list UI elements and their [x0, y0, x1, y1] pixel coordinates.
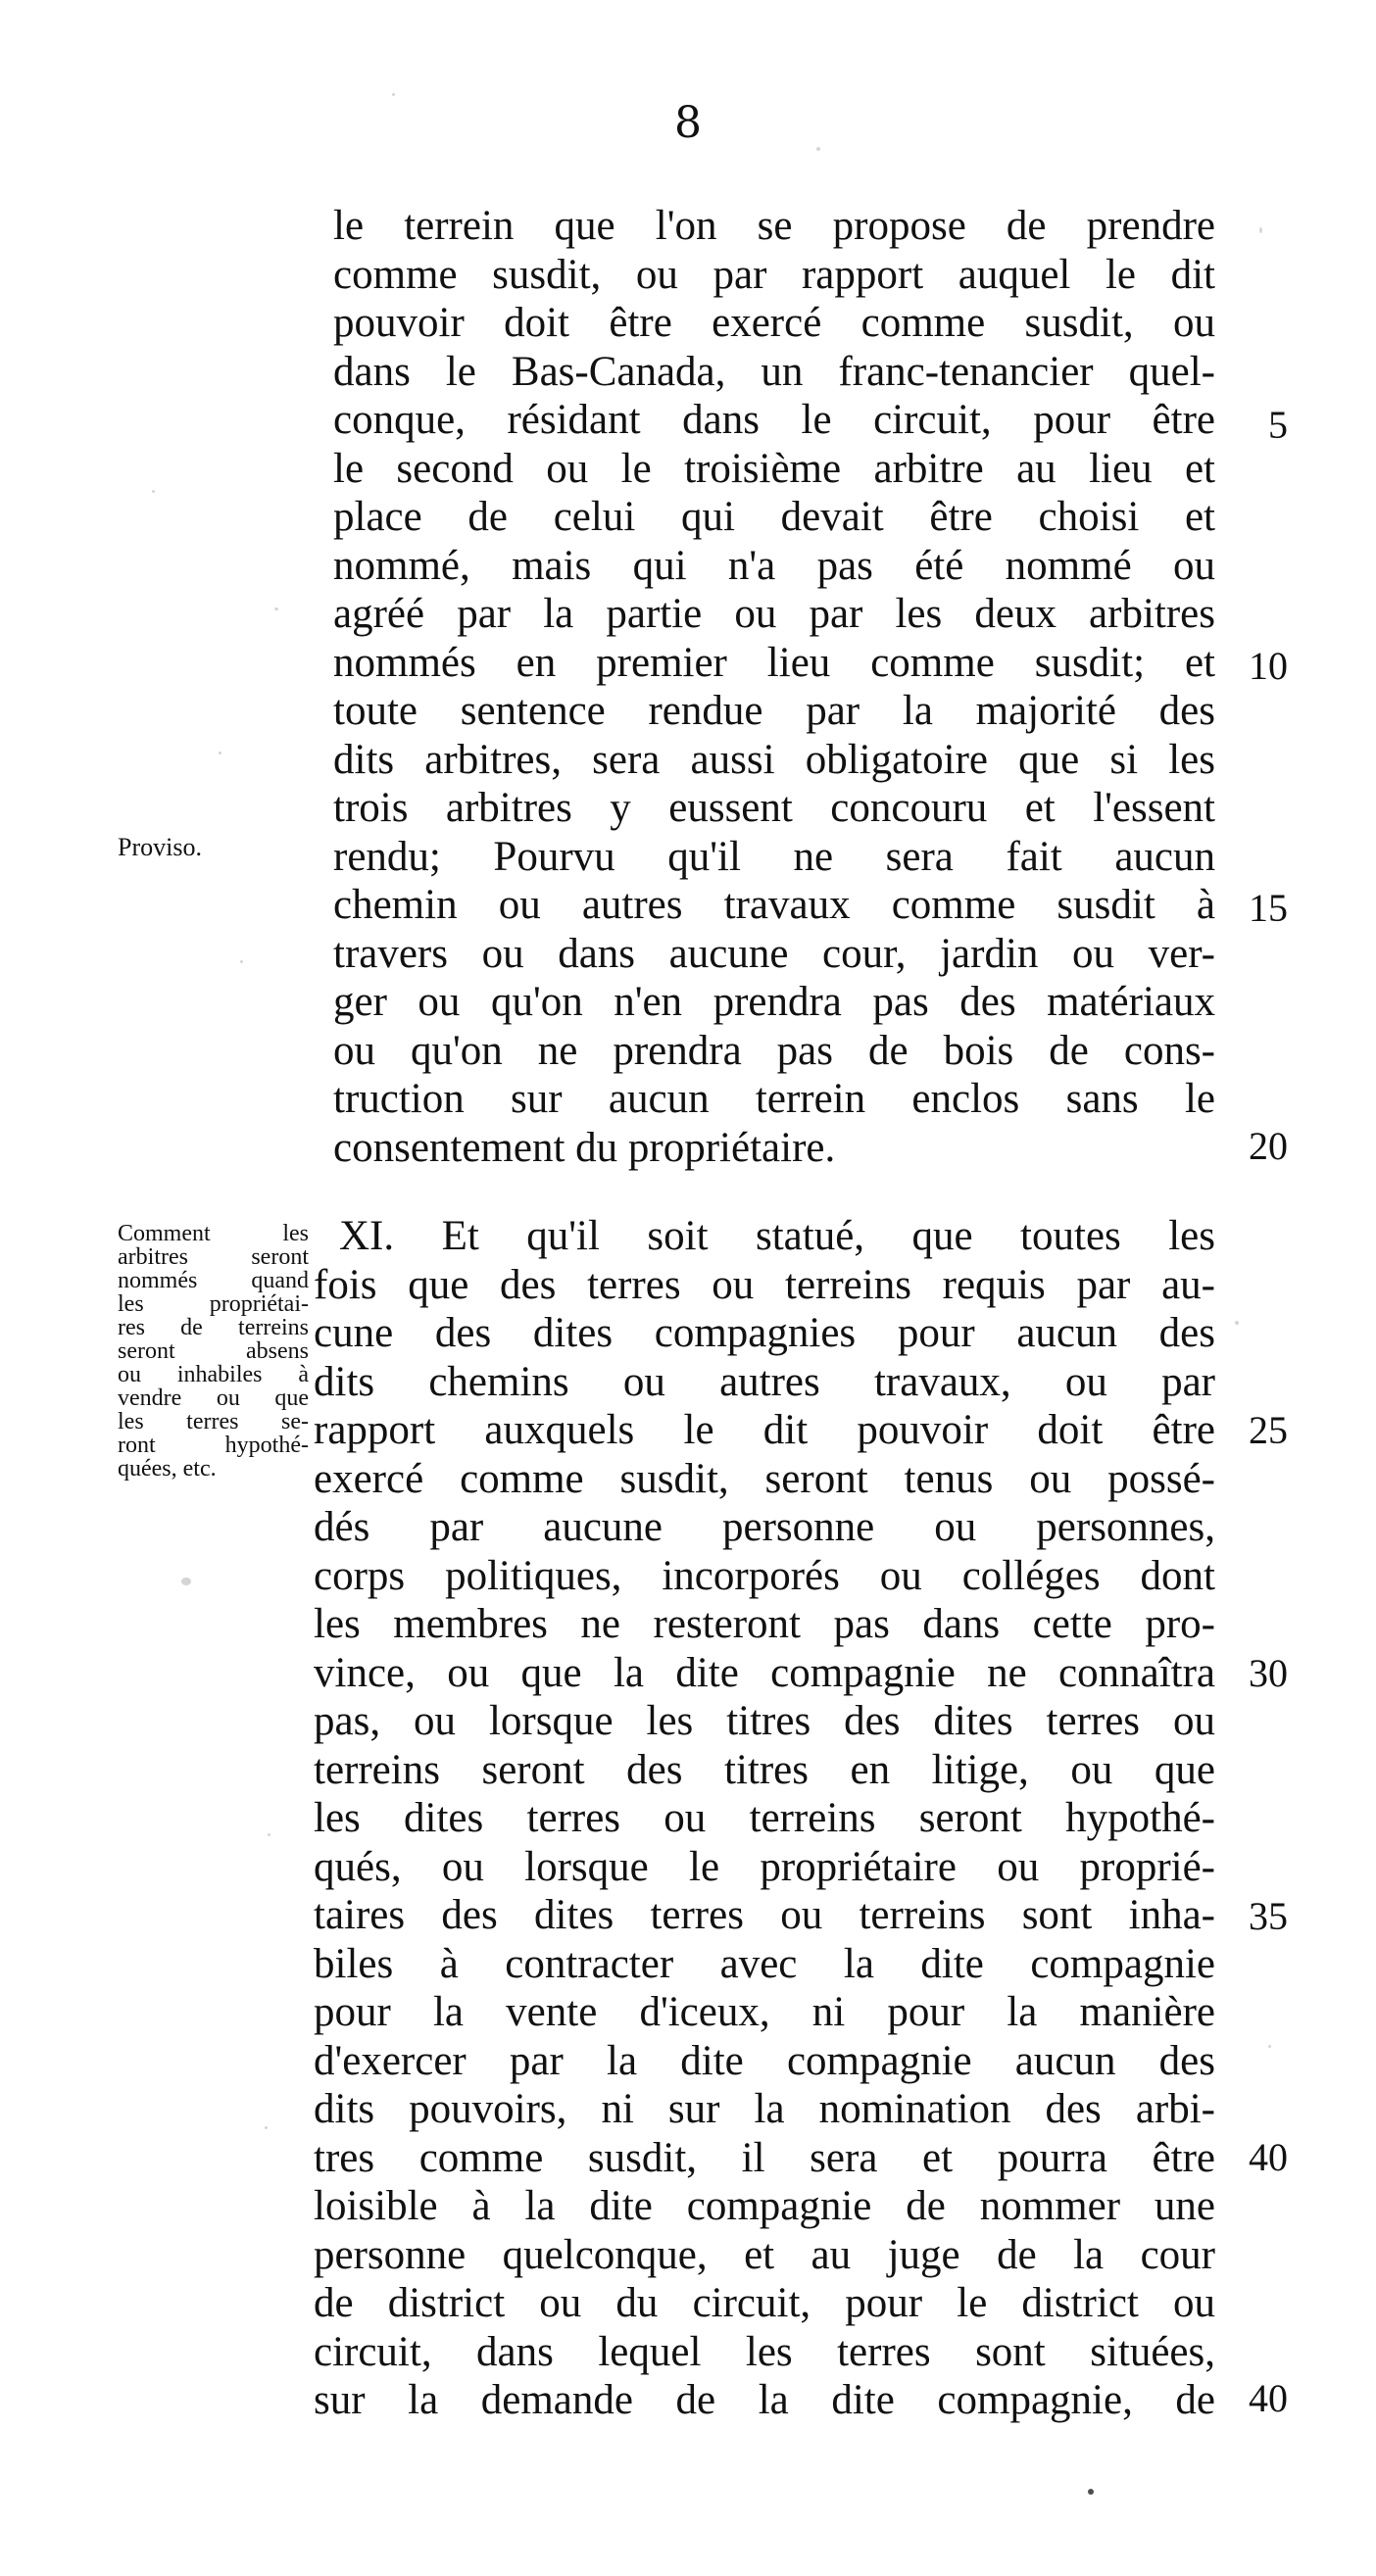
- text-line: dits pouvoirs, ni sur la nomination des arbi-: [314, 2086, 1215, 2132]
- line-number: 5: [1268, 403, 1288, 447]
- scan-speck: [219, 752, 221, 754]
- text-line: d'exercer par la dite compagnie aucun des: [314, 2037, 1215, 2084]
- margin-note-line: arbitres seront: [118, 1244, 309, 1270]
- margin-note-line: Comment les: [118, 1221, 309, 1246]
- line-number: 35: [1249, 1894, 1288, 1938]
- text-line: travers ou dans aucune cour, jardin ou ver-: [333, 930, 1215, 977]
- margin-note-line: ront hypothé-: [118, 1433, 309, 1458]
- text-line: cune des dites compagnies pour aucun des: [314, 1310, 1215, 1356]
- text-line: nommé, mais qui n'a pas été nommé ou: [333, 542, 1215, 589]
- margin-note-comment: [118, 1222, 309, 1481]
- text-line: le terrein que l'on se propose de prendre: [333, 203, 1215, 249]
- text-line: tres comme susdit, il sera et pourra être: [314, 2134, 1215, 2181]
- text-line: taires des dites terres ou terreins sont inha-: [314, 1892, 1215, 1938]
- text-line: les dites terres ou terreins seront hypothé-: [314, 1795, 1215, 1841]
- text-line: dits chemins ou autres travaux, ou par: [314, 1358, 1215, 1405]
- scan-speck: [392, 93, 395, 96]
- scan-speck: [240, 960, 243, 963]
- line-number: 40: [1249, 2135, 1288, 2179]
- margin-note-proviso: [118, 833, 309, 861]
- text-line: rapport auxquels le dit pouvoir doit être: [314, 1407, 1215, 1453]
- text-line: dés par aucune personne ou personnes,: [314, 1504, 1215, 1550]
- text-line: ou qu'on ne prendra pas de bois de cons-: [333, 1027, 1215, 1074]
- text-line: nommés en premier lieu comme susdit; et: [333, 639, 1215, 686]
- scan-speck: [181, 1578, 191, 1585]
- paragraph-2: [314, 1212, 1215, 2425]
- text-line: fois que des terres ou terreins requis par au-: [314, 1261, 1215, 1308]
- text-line: ger ou qu'on n'en prendra pas des matériaux: [333, 979, 1215, 1025]
- text-line: consentement du propriétaire.: [333, 1124, 836, 1171]
- paragraph-1: [333, 202, 1215, 1172]
- text-line: sur la demande de la dite compagnie, de: [314, 2377, 1215, 2423]
- line-number: 20: [1249, 1124, 1288, 1168]
- text-line: le second ou le troisième arbitre au lieu et: [333, 445, 1215, 492]
- line-number: 30: [1249, 1651, 1288, 1695]
- text-line: conque, résidant dans le circuit, pour être: [333, 397, 1215, 443]
- margin-note-line: nommés quand: [118, 1268, 309, 1293]
- text-line: dits arbitres, sera aussi obligatoire que si les: [333, 736, 1215, 783]
- line-number: 15: [1249, 886, 1288, 930]
- text-line: agréé par la partie ou par les deux arbitres: [333, 591, 1215, 637]
- text-line: pas, ou lorsque les titres des dites terres ou: [314, 1698, 1215, 1744]
- text-line: place de celui qui devait être choisi et: [333, 494, 1215, 540]
- line-number: 40: [1249, 2376, 1288, 2420]
- margin-note-line: vendre ou que: [118, 1385, 309, 1411]
- page-number: 8: [674, 98, 702, 148]
- text-line: biles à contracter avec la dite compagnie: [314, 1940, 1215, 1987]
- text-line: chemin ou autres travaux comme susdit à: [333, 882, 1215, 928]
- margin-note-line: ou inhabiles à: [118, 1362, 309, 1387]
- text-line: pour la vente d'iceux, ni pour la manière: [314, 1989, 1215, 2035]
- scan-speck: [268, 1833, 270, 1836]
- margin-note-line: res de terreins: [118, 1315, 309, 1340]
- text-line: qués, ou lorsque le propriétaire ou proprié-: [314, 1843, 1215, 1890]
- line-number: 25: [1249, 1408, 1288, 1452]
- scan-speck: [1088, 2489, 1094, 2495]
- text-line: vince, ou que la dite compagnie ne connaîtra: [314, 1649, 1215, 1696]
- text-line: comme susdit, ou par rapport auquel le dit: [333, 251, 1215, 298]
- text-line: les membres ne resteront pas dans cette pro-: [314, 1601, 1215, 1647]
- scan-speck: [265, 2126, 268, 2129]
- text-line: terreins seront des titres en litige, ou que: [314, 1746, 1215, 1793]
- section-heading-line: XI. Et qu'il soit statué, que toutes les: [339, 1213, 1215, 1259]
- margin-note-line: les propriétai-: [118, 1291, 309, 1317]
- text-line: truction sur aucun terrein enclos sans le: [333, 1076, 1215, 1122]
- text-line: dans le Bas-Canada, un franc-tenancier quel-: [333, 348, 1215, 395]
- margin-note-line: quées, etc.: [118, 1456, 217, 1482]
- scan-speck: [816, 147, 820, 151]
- text-line: circuit, dans lequel les terres sont situées,: [314, 2328, 1215, 2375]
- text-line: corps politiques, incorporés ou colléges dont: [314, 1552, 1215, 1599]
- margin-note-text: Proviso.: [118, 833, 202, 861]
- text-line: trois arbitres y eussent concouru et l'essent: [333, 785, 1215, 831]
- scan-speck: [1235, 1321, 1239, 1325]
- text-line: personne quelconque, et au juge de la cour: [314, 2231, 1215, 2278]
- scan-speck: [274, 608, 278, 610]
- scan-speck: [1259, 227, 1262, 233]
- line-number: 10: [1249, 644, 1288, 688]
- text-line: toute sentence rendue par la majorité des: [333, 688, 1215, 734]
- text-line: pouvoir doit être exercé comme susdit, ou: [333, 300, 1215, 346]
- text-line: exercé comme susdit, seront tenus ou possé-: [314, 1455, 1215, 1502]
- margin-note-line: seront absens: [118, 1338, 309, 1364]
- text-line: rendu; Pourvu qu'il ne sera fait aucun: [333, 833, 1215, 880]
- text-line: loisible à la dite compagnie de nommer une: [314, 2183, 1215, 2229]
- scan-speck: [152, 490, 155, 493]
- text-line: de district ou du circuit, pour le district ou: [314, 2280, 1215, 2326]
- margin-note-line: les terres se-: [118, 1409, 309, 1434]
- scan-speck: [1268, 2045, 1271, 2048]
